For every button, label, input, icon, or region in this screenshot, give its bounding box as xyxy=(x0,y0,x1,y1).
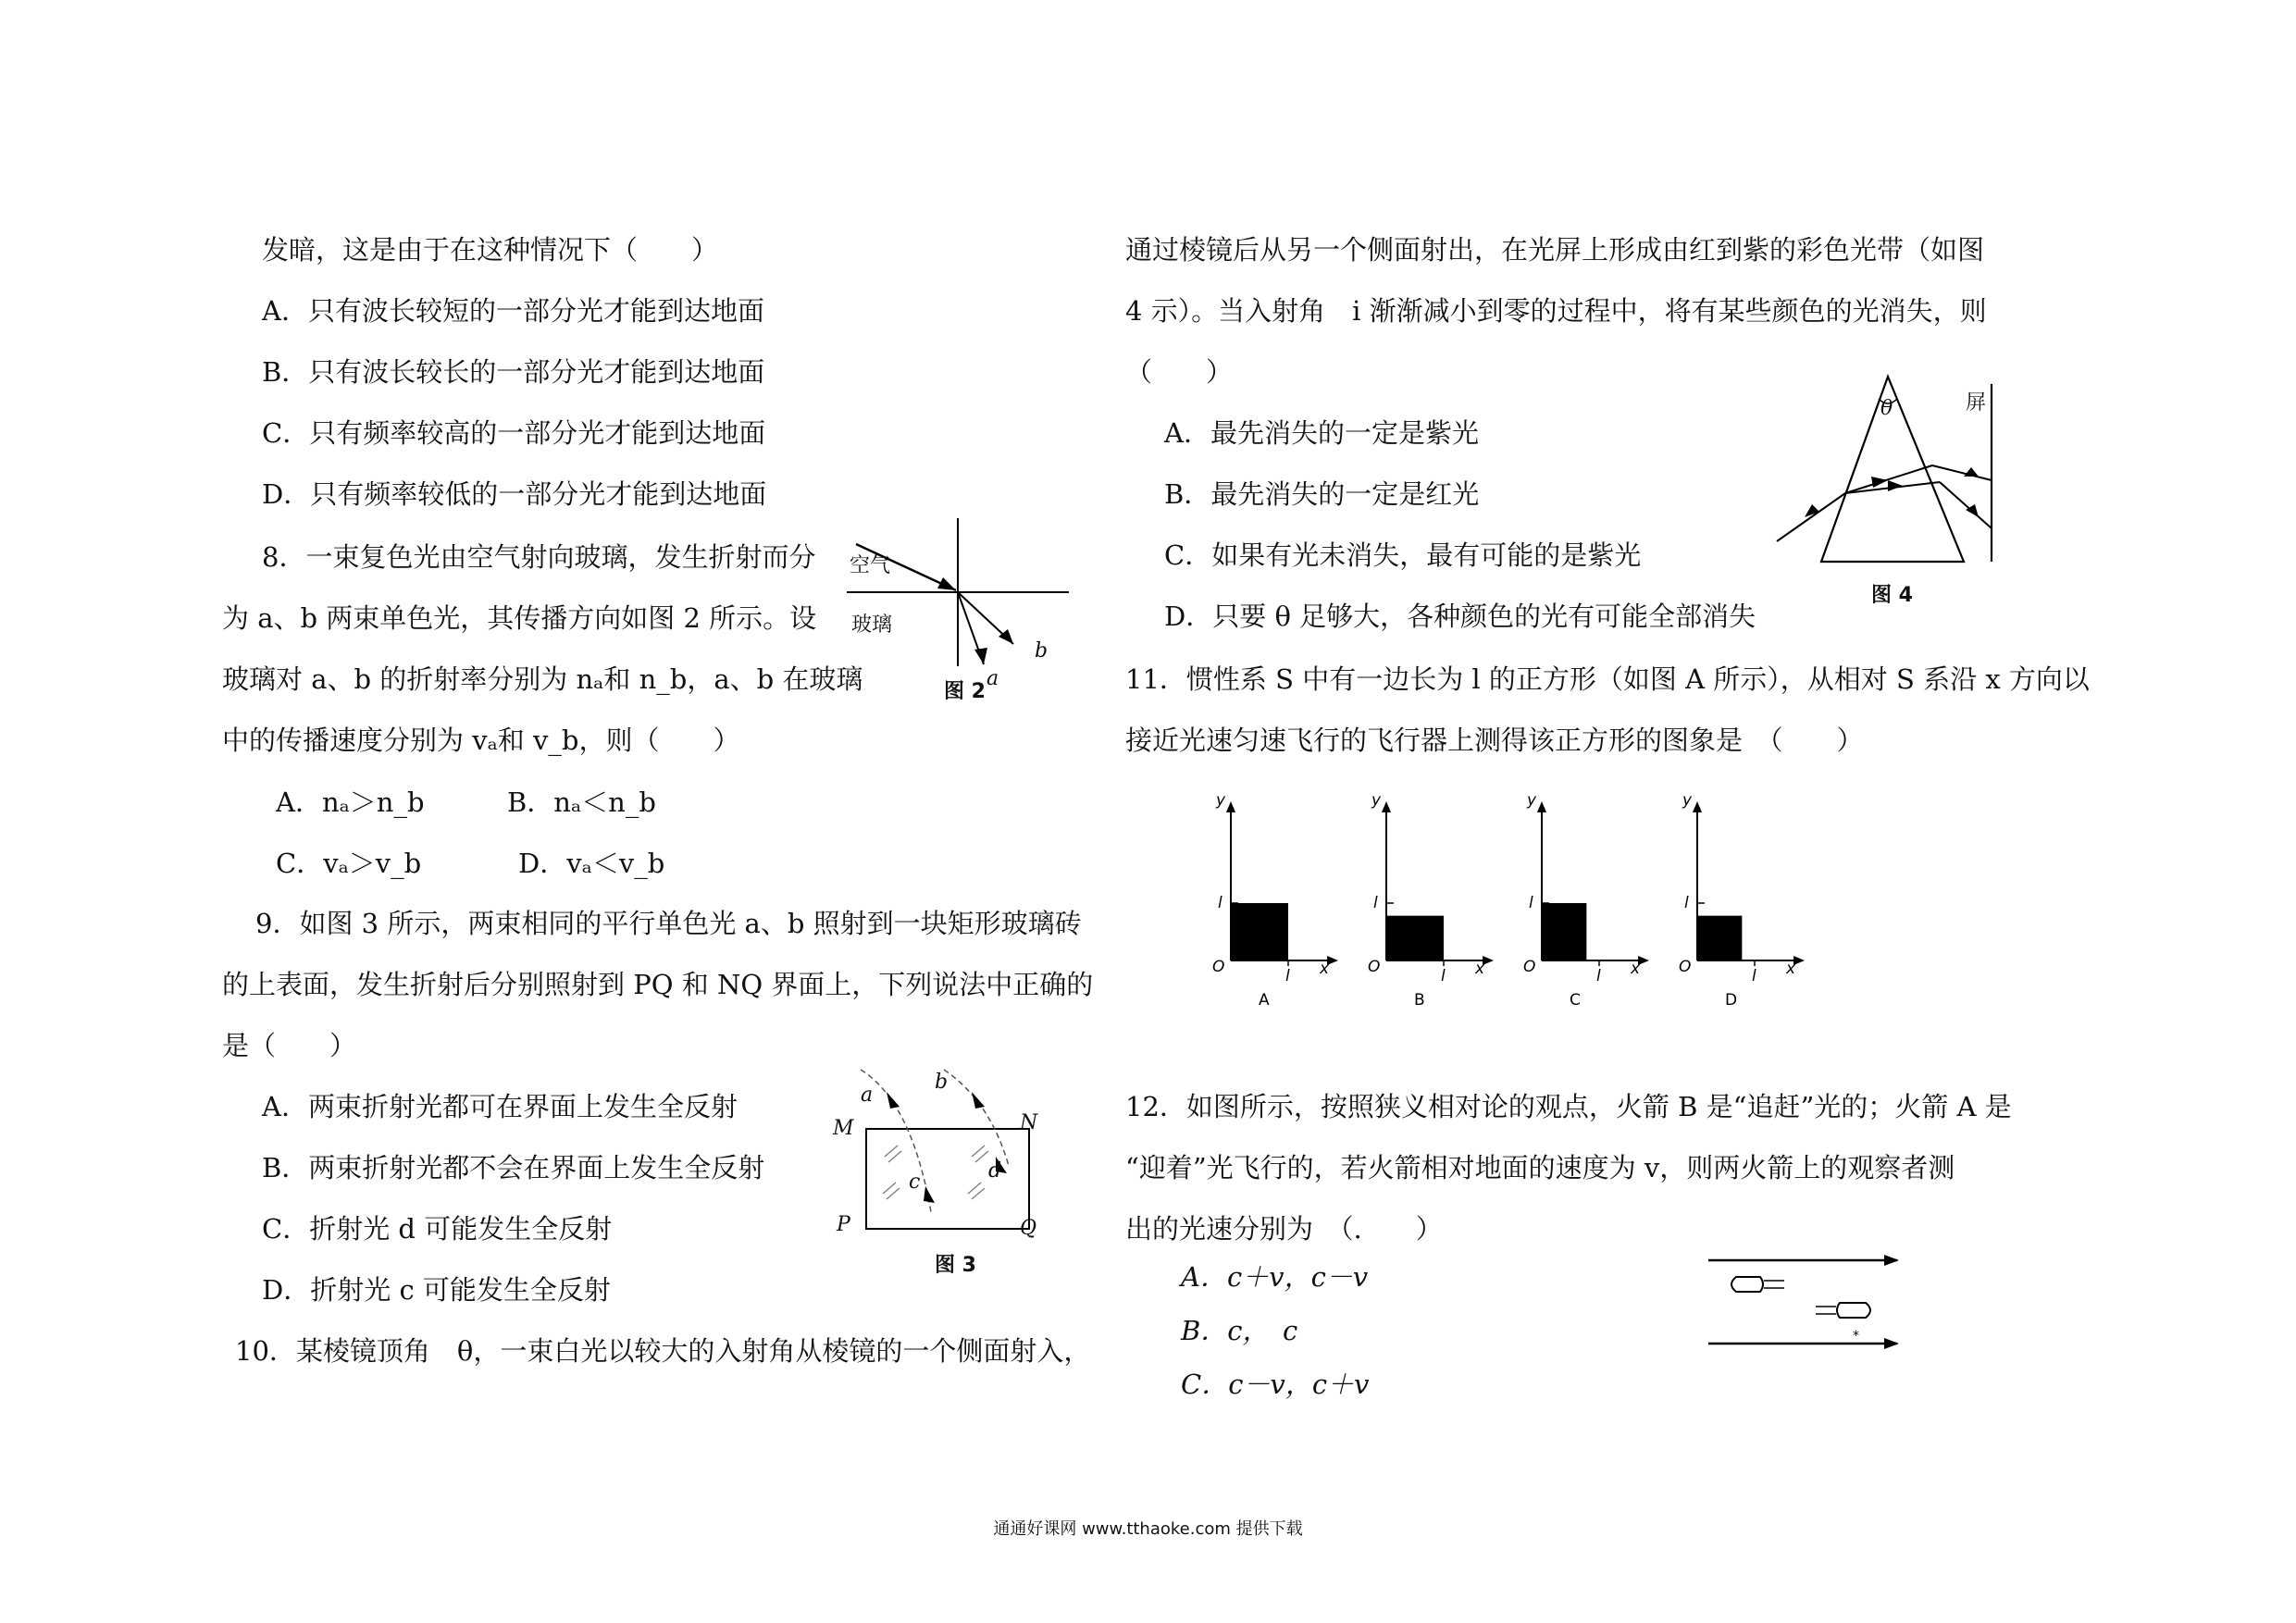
x-axis-label: x xyxy=(1786,960,1796,978)
x-tick-label: l xyxy=(1596,967,1601,985)
q7-option-c: C．只有频率较高的一部分光才能到达地面 xyxy=(262,417,766,449)
q12-line-1: 12．如图所示，按照狭义相对论的观点，火箭 B 是“追赶”光的；火箭 A 是 xyxy=(1125,1091,2012,1122)
y-axis-label: y xyxy=(1682,791,1693,810)
figure-3-label-q: Q xyxy=(1020,1217,1037,1240)
q9-option-a: A．两束折射光都可在界面上发生全反射 xyxy=(262,1091,738,1122)
figure-2-ray-b: b xyxy=(1035,639,1049,663)
q10-option-c: C．如果有光未消失，最有可能的是紫光 xyxy=(1164,539,1642,571)
origin-label: O xyxy=(1679,958,1692,976)
q8-line-1: 8．一束复色光由空气射向玻璃，发生折射而分 xyxy=(262,541,816,573)
y-axis-label: y xyxy=(1371,791,1382,810)
graph-label: D xyxy=(1725,991,1738,1010)
q11-graph-c xyxy=(1514,791,1653,1010)
y-axis-arrow xyxy=(1382,801,1391,812)
q10-line-2: 通过棱镜后从另一个侧面射出，在光屏上形成由红到紫的彩色光带（如图 xyxy=(1125,234,1985,266)
square-shape xyxy=(1386,916,1444,960)
q11-graph-a xyxy=(1203,791,1342,1010)
graph-label: C xyxy=(1570,991,1581,1010)
graph-label: B xyxy=(1414,991,1425,1010)
q7-option-d: D．只有频率较低的一部分光才能到达地面 xyxy=(262,478,767,510)
q12-option-b: B．c， c xyxy=(1181,1315,1298,1346)
x-axis-label: x xyxy=(1631,960,1641,978)
q11-graph-b xyxy=(1359,791,1497,1010)
q9-line-1: 9．如图 3 所示，两束相同的平行单色光 a、b 照射到一块矩形玻璃砖 xyxy=(255,908,1082,939)
x-axis-label: x xyxy=(1320,960,1330,978)
y-axis-label: y xyxy=(1216,791,1226,810)
graph-label: A xyxy=(1259,991,1270,1010)
q7-stem-tail: 发暗，这是由于在这种情况下（ ） xyxy=(262,234,719,266)
x-tick-label: l xyxy=(1441,967,1446,985)
figure-4-angle: θ xyxy=(1880,397,1893,420)
q12-line-3: 出的光速分别为 （. ） xyxy=(1125,1213,1443,1245)
x-axis-label: x xyxy=(1475,960,1485,978)
y-axis-arrow xyxy=(1537,801,1546,812)
q8-option-d: D．vₐ＜v_b xyxy=(518,848,665,879)
figure-4-caption: 图 4 xyxy=(1871,584,1913,607)
q8-option-c: C．vₐ＞v_b xyxy=(276,848,422,879)
q9-option-b: B．两束折射光都不会在界面上发生全反射 xyxy=(262,1152,765,1183)
q9-line-2: 的上表面，发生折射后分别照射到 PQ 和 NQ 界面上，下列说法中正确的 xyxy=(222,969,1094,1000)
figure-3-label-p: P xyxy=(837,1213,850,1236)
q8-line-4: 中的传播速度分别为 vₐ和 v_b，则（ ） xyxy=(222,725,740,756)
q10-line-3: 4 示）。当入射角 i 渐渐减小到零的过程中，将有某些颜色的光消失，则 xyxy=(1125,295,1987,327)
figure-2-ray-a: a xyxy=(987,667,999,690)
q8-line-3: 玻璃对 a、b 的折射率分别为 nₐ和 n_b，a、b 在玻璃 xyxy=(222,663,863,695)
y-axis-label: y xyxy=(1527,791,1537,810)
origin-label: O xyxy=(1523,958,1536,976)
q7-option-b: B．只有波长较长的一部分光才能到达地面 xyxy=(262,356,765,388)
figure-3-label-n: N xyxy=(1020,1111,1038,1134)
y-tick-label: l xyxy=(1373,894,1378,912)
q8-option-b: B．nₐ＜n_b xyxy=(507,787,656,818)
q8-option-a: A．nₐ＞n_b xyxy=(276,787,425,818)
page-footer: 通通好课网 www.tthaoke.com 提供下载 xyxy=(993,1519,1303,1539)
figure-3-label-c: c xyxy=(909,1171,921,1194)
figure-3-label-d: d xyxy=(988,1159,1002,1183)
figure-3-label-m: M xyxy=(833,1117,854,1140)
square-shape xyxy=(1697,916,1742,960)
q9-option-d: D．折射光 c 可能发生全反射 xyxy=(262,1274,611,1306)
square-shape xyxy=(1231,903,1288,960)
q7-option-a: A．只有波长较短的一部分光才能到达地面 xyxy=(262,295,764,327)
q11-graph-d xyxy=(1669,791,1808,1010)
figure-4-screen-label: 屏 xyxy=(1966,391,1987,415)
q9-line-3: 是（ ） xyxy=(222,1030,357,1061)
q10-line-start: 10．某棱镜顶角 θ，一束白光以较大的入射角从棱镜的一个侧面射入， xyxy=(235,1335,1091,1367)
y-tick-label: l xyxy=(1218,894,1222,912)
figure-2-air-label: 空气 xyxy=(850,554,891,577)
square-shape xyxy=(1542,903,1586,960)
y-tick-label: l xyxy=(1529,894,1533,912)
origin-label: O xyxy=(1212,958,1225,976)
x-tick-label: l xyxy=(1285,967,1290,985)
y-axis-arrow xyxy=(1226,801,1235,812)
q10-option-a: A．最先消失的一定是紫光 xyxy=(1164,417,1479,449)
figure-3-label-b: b xyxy=(935,1071,949,1094)
q11-line-2: 接近光速匀速飞行的飞行器上测得该正方形的图象是 （ ） xyxy=(1125,725,1864,756)
q12-option-a: A．c＋v，c－v xyxy=(1181,1261,1369,1293)
origin-label: O xyxy=(1368,958,1381,976)
q8-line-2: 为 a、b 两束单色光，其传播方向如图 2 所示。设 xyxy=(222,602,817,634)
svg-text:*: * xyxy=(1853,1329,1859,1344)
q12-line-2: “迎着”光飞行的，若火箭相对地面的速度为 v，则两火箭上的观察者测 xyxy=(1125,1152,1955,1183)
x-tick-label: l xyxy=(1752,967,1756,985)
q12-rockets-figure xyxy=(1708,1249,1912,1351)
q12-option-c: C．c－v，c＋v xyxy=(1181,1369,1370,1400)
figure-3-label-a: a xyxy=(861,1084,874,1107)
y-axis-arrow xyxy=(1693,801,1702,812)
q9-option-c: C．折射光 d 可能发生全反射 xyxy=(262,1213,613,1245)
figure-2-caption: 图 2 xyxy=(944,680,986,703)
y-tick-label: l xyxy=(1684,894,1689,912)
figure-3-caption: 图 3 xyxy=(935,1254,976,1277)
figure-2-glass-label: 玻璃 xyxy=(851,613,893,637)
q11-line-1: 11．惯性系 S 中有一边长为 l 的正方形（如图 A 所示），从相对 S 系沿 x 方向以 xyxy=(1125,663,2090,695)
q10-option-d: D．只要 θ 足够大，各种颜色的光有可能全部消失 xyxy=(1164,601,1756,632)
q10-option-b: B．最先消失的一定是红光 xyxy=(1164,478,1480,510)
q10-line-4: （ ） xyxy=(1125,356,1234,388)
